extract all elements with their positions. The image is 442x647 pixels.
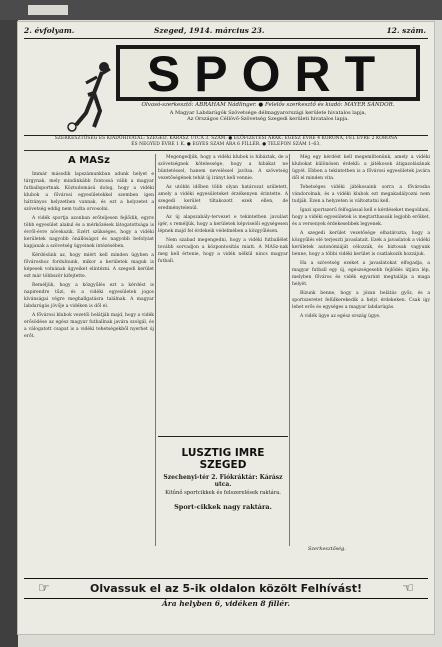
article-paragraph: Kérdésünk az, hogy miért kell minden ügyben a fővároshoz fordulnunk, mikor a kerületek maguk is képesek volnának ügyeiket elintézni. A szegedi kerület ezt már többször kifejtette. [24, 253, 154, 279]
masthead-subtitle-line2: Az Országos Céllövő-Szövetség Szegedi kerületi hivatalos lapja. [187, 116, 349, 122]
ad-address: Szechenyi-tér 2. Fiókráktár: Kárász utca. [163, 474, 283, 488]
newspaper-page [18, 22, 434, 634]
article-title: A MASz [68, 155, 110, 166]
article-paragraph: Immár második lapszámunkban adunk helyet e tárgynak, mely mindinkább fontossá válik a magyar futballsportnak. Köztudomású dolog, hogy a vidéki klubok a fővárosi egyesületekkel szemben igen hátrányos helyzetben vannak, és ezt a helyzetet a szövetség eddig nem tudta orvosolni. [24, 172, 154, 212]
article-paragraph: A vidék ügye az egész ország ügye. [300, 314, 381, 319]
scan-tab [28, 5, 68, 15]
article-paragraph: Még egy kérdést kell megemlítenünk, amely a vidéki klubokat különösen érdekli: a játékosok átigazolásának ügyét. Ebben a tekintetben is a fővárosi egyesületek javára dől el minden vita. [292, 155, 430, 181]
address-line1: SZERKESZTŐSÉG ÉS KIADÓHIVATAL: SZEGED, KÁRÁSZ UTCA 3. SZÁM. ● ELŐFIZETÉSI ÁRAK: EGÉSZ ÉVRE 4 KORONA, FÉL ÉVRE 2 KORONA [54, 136, 398, 141]
article-paragraph: A fővárosi klubok vezetői belátják majd, hogy a vidék erősödése az egész magyar futballnak javára szolgál, és a válogatott csapat is a vidéki tehetségekből nyerhet új erőt. [24, 313, 154, 339]
article-paragraph: Nem szabad megengedni, hogy a vidéki futballélet tovább sorvadjon a központosítás miatt. A MASz-nak meg kell értenie, hogy a vidék nélkül nincs magyar futball. [158, 238, 288, 264]
article-column-3 [292, 154, 430, 548]
article-paragraph: Ha a szövetség ezeket a javaslatokat elfogadja, a magyar futball egy új, egészségesebb fejlődés útjára lép, melyben főváros és vidék egyaránt megtalálja a maga helyét. [292, 261, 430, 287]
header-divider [24, 150, 428, 151]
article-paragraph: A vidék sportja azonban erőteljesen fejlődik, egyre több egyesület alakul és a mérkőzések látogatottsága is évről-évre növekszik. Ezért szükséges, hogy a vidéki kerületek nagyobb önállóságot és nagyobb befolyást kapjanak a szövetség ügyeinek intézésében. [24, 216, 154, 249]
masthead [24, 38, 428, 136]
banner-text: Olvassuk el az 5-ik oldalon közölt Felhívást! [90, 582, 362, 595]
pointing-hand-icon: ☜ [402, 581, 414, 596]
article-paragraph: Megengedjük, hogy a vidéki klubok is hibáztak, de a szövetségnek kötelessége, hogy a hibákat ne büntetéssel, hanem neveléssel javítsa. A szövetség vezetőségének tehát új irányt kell vennie. [158, 155, 288, 181]
article-paragraph: Bízunk benne, hogy a józan belátás győz, és a sportszeretet felülkerekedik a helyi érdekeken. Csak így lehet erős és egységes a magyar labdarúgás. [292, 291, 430, 310]
article-column-2 [158, 154, 288, 432]
article-paragraph: Igazi sportszerű felfogással kell e kérdéseket megoldani, hogy a vidéki egyesületek is megtarthassák legjobb erőiket, és a versenyek érdekesebbek legyenek. [292, 208, 430, 227]
ad-description: Kitűnő sportcikkek és felszerelések raktára. [165, 490, 281, 496]
masthead-subtitle-line1: A Magyar Labdarúgók Szövetsége délmagyarországi kerülete hivatalos lapja, [169, 110, 367, 116]
masthead-editors: Olvasó-szerkesztő: ABRAHAM Nádlinger. ● Felelős szerkesztő és kiadó: MAYER SÁNDOR. [141, 102, 395, 108]
page-header [18, 22, 434, 38]
article-paragraph: Reméljük, hogy a közgyűlés ezt a kérdést is napirendre tűzi, és a vidéki egyesületek jogos kívánságai végre meghallgatásra találnak. A magyar labdarúgás jövője a vidéken is dől el. [24, 283, 154, 309]
article-paragraph: Az utóbbi időben több olyan határozat született, amely a vidéki egyesületeket érzékenyen érintette. A szegedi kerület tiltakozott ezek ellen, de eredménytelenül. [158, 185, 288, 211]
masthead-title: SPORT [146, 46, 390, 101]
issue-date: Szeged, 1914. március 23. [154, 26, 265, 35]
issue-volume: 2. évfolyam. [24, 26, 75, 35]
pointing-hand-icon: ☞ [38, 581, 50, 596]
address-line2: ÉS NEGYED ÉVRE 1 K. ● EGYES SZÁM ÁRA 6 FILLÉR. ● TELEFON SZÁM 1–63. [131, 142, 321, 147]
scan-left-border [0, 20, 18, 647]
football-player-illustration [64, 59, 120, 135]
masthead-subtitle [116, 110, 420, 122]
column-rule [155, 154, 156, 546]
article-paragraph: A szegedi kerület vezetősége elhatározta, hogy a közgyűlés elé terjeszti javaslatait. Ezek a javaslatok a vidéki kerületek autonómiáját célozzák, és biztosak vagyunk benne, hogy a többi vidéki kerület is csatlakozik hozzájuk. [292, 231, 430, 257]
article-column-1 [24, 154, 154, 558]
advertisement [158, 436, 288, 547]
notice-banner [24, 578, 428, 599]
address-block [24, 136, 428, 148]
article-signature: Szerkesztőség. [308, 546, 346, 552]
article-paragraph: Tehetséges vidéki játékosaink sorra a fővárosba vándorolnak, és a vidéki klubok ezt megakadályozni nem tudják. Ezen a helyzeten is változtatni kell. [292, 185, 430, 204]
price-line: Ára helyben 6, vidéken 8 fillér. [161, 599, 291, 608]
ad-title: LUSZTIG IMRE SZEGED [181, 447, 265, 471]
sport-logo [116, 45, 420, 101]
article-paragraph: Az új alapszabály-tervezet e tekintetben javulást ígér, s reméljük, hogy a kerületek képviselői egységesen lépnek majd fel érdekeik védelmében a közgyűlésen. [158, 215, 288, 234]
issue-number: 12. szám. [386, 26, 426, 35]
column-rule [289, 154, 290, 546]
ad-tagline: Sport-cikkek nagy raktára. [174, 503, 272, 511]
scan-top-border [0, 0, 442, 20]
